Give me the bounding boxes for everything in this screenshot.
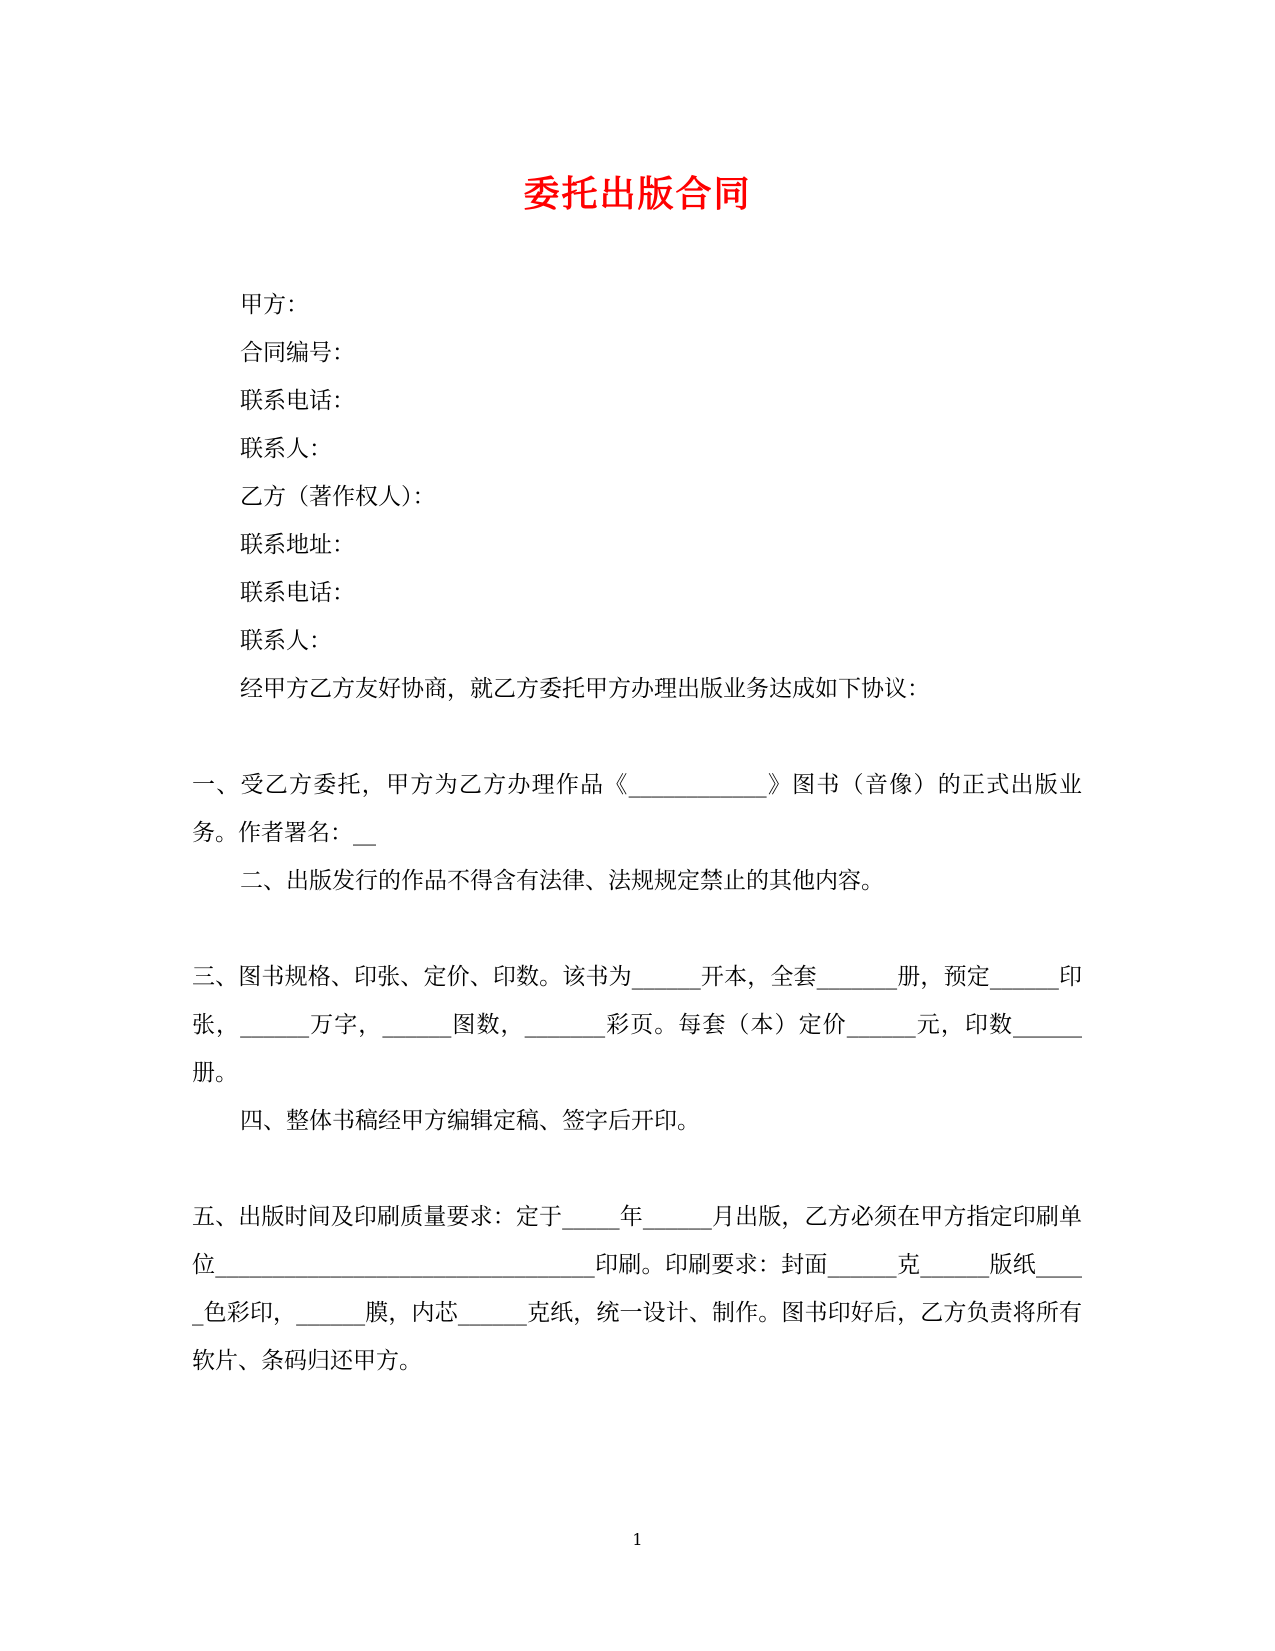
party-a-line: 甲方：	[240, 292, 309, 318]
document-title: 委托出版合同	[523, 174, 752, 215]
clause-5: 五、出版时间及印刷质量要求：定于_____年______月出版，乙方必须在甲方指定印刷单位_________________________________印刷。印刷要求：封面______克______版纸_____色彩印，______膜，内芯______克纸，统一设计、制作。图书印好后，乙方负责将所有软片、条码归还甲方。	[192, 1204, 1082, 1374]
spacer	[192, 905, 1082, 953]
clause-3: 三、图书规格、印张、定价、印数。该书为______开本，全套_______册，预定______印张，______万字，______图数，_______彩页。每套（本）定价______元，印数______册。	[192, 964, 1082, 1086]
document-body	[192, 281, 1082, 1385]
party-a-contact-line: 联系人：	[240, 436, 332, 462]
contract-number-line: 合同编号：	[240, 340, 355, 366]
page-number: 1	[632, 1530, 643, 1549]
party-b-line: 乙方（著作权人）：	[240, 484, 436, 510]
party-b-phone-line: 联系电话：	[240, 580, 355, 606]
party-a-phone-line: 联系电话：	[240, 388, 355, 414]
party-b-contact-line: 联系人：	[240, 628, 332, 654]
spacer	[192, 1145, 1082, 1193]
party-b-address-line: 联系地址：	[240, 532, 355, 558]
clause-4: 四、整体书稿经甲方编辑定稿、签字后开印。	[240, 1108, 700, 1134]
spacer	[192, 713, 1082, 761]
clause-2: 二、出版发行的作品不得含有法律、法规规定禁止的其他内容。	[240, 868, 884, 894]
intro-paragraph: 经甲方乙方友好协商，就乙方委托甲方办理出版业务达成如下协议：	[240, 676, 930, 702]
clause-1: 一、受乙方委托，甲方为乙方办理作品《____________》图书（音像）的正式出版业务。作者署名：__	[192, 772, 1082, 846]
